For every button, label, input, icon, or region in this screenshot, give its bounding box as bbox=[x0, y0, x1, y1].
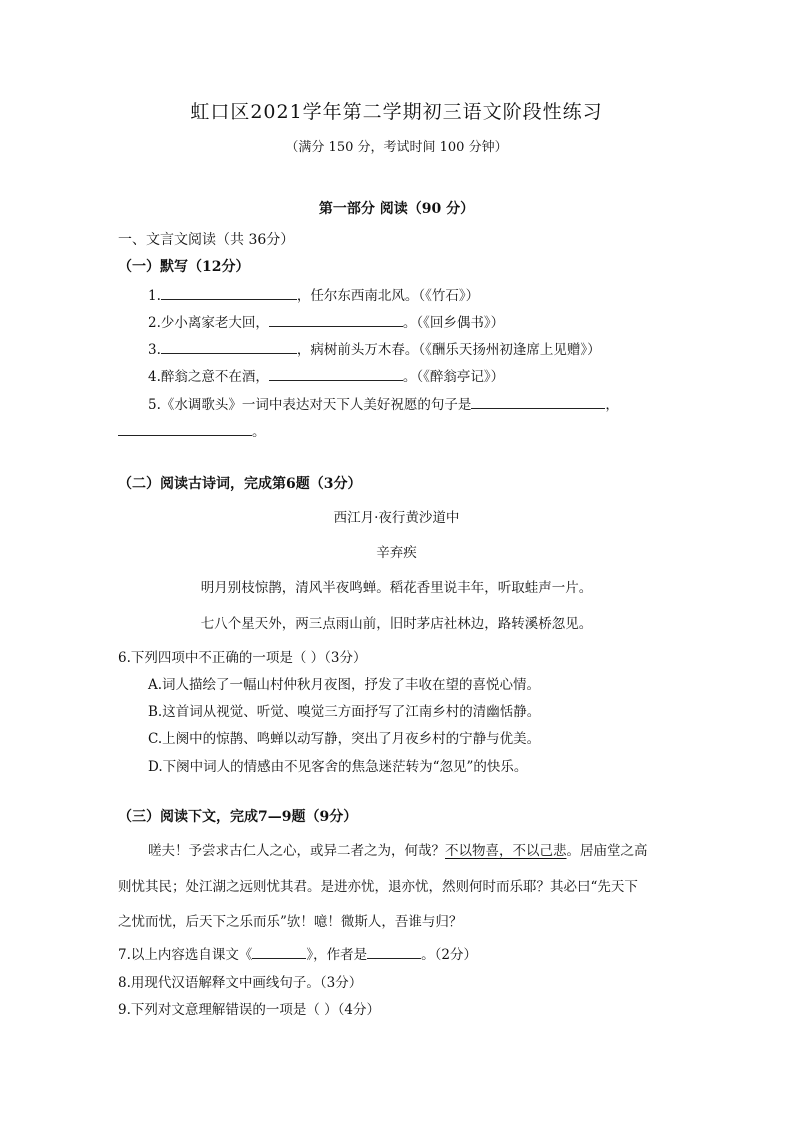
question-7 bbox=[118, 943, 477, 963]
q5-prefix: 5.《水调歌头》一词中表达对天下人美好祝愿的句子是 bbox=[148, 397, 472, 413]
question-4 bbox=[148, 365, 504, 385]
q2-suffix: 。（《回乡偶书》） bbox=[402, 315, 505, 331]
question-5 bbox=[148, 393, 619, 413]
q7-author-blank[interactable] bbox=[367, 944, 421, 959]
option-c: C.上阕中的惊鹊、鸣蝉以动写静，突出了月夜乡村的宁静与优美。 bbox=[148, 731, 541, 747]
page-title: 虹口区2021学年第二学期初三语文阶段性练习 bbox=[190, 101, 603, 123]
q1-number: 1. bbox=[148, 288, 161, 304]
q7-prefix: 7.以上内容选自课文《 bbox=[118, 947, 253, 963]
sub1-heading: （一）默写（12分） bbox=[118, 259, 250, 275]
passage-line-2: 则忧其民；处江湖之远则忧其君。是进亦忧，退亦忧，然则何时而乐耶？其必曰“先天下 bbox=[118, 879, 638, 895]
q7-middle: 》，作者是 bbox=[306, 947, 368, 963]
sub2-heading: （二）阅读古诗词，完成第6题（3分） bbox=[118, 476, 362, 492]
question-5-continued bbox=[118, 420, 266, 440]
q1-text: ，任尔东西南北风。（《竹石》） bbox=[296, 288, 480, 304]
q4-prefix: 4.醉翁之意不在酒， bbox=[148, 369, 269, 385]
poem-author: 辛弃疾 bbox=[376, 545, 417, 561]
q5-answer-blank-2[interactable] bbox=[118, 421, 252, 436]
q3-number: 3. bbox=[148, 342, 161, 358]
q3-text: ，病树前头万木春。（《酬乐天扬州初逢席上见赠》） bbox=[296, 342, 601, 358]
option-b: B.这首词从视觉、听觉、嗅觉三方面抒写了江南乡村的清幽恬静。 bbox=[148, 704, 541, 720]
q4-suffix: 。（《醉翁亭记》） bbox=[402, 369, 505, 385]
q2-prefix: 2.少小离家老大回， bbox=[148, 315, 269, 331]
page-subtitle: （满分 150 分，考试时间 100 分钟） bbox=[285, 140, 508, 155]
poem-line-2: 七八个星天外，两三点雨山前，旧时茅店社林边，路转溪桥忽见。 bbox=[200, 616, 593, 632]
q3-answer-blank[interactable] bbox=[161, 339, 297, 354]
q5-period: 。 bbox=[252, 424, 266, 440]
passage-line-1 bbox=[148, 839, 648, 859]
q7-suffix: 。（2分） bbox=[421, 947, 477, 963]
q1-answer-blank[interactable] bbox=[161, 285, 297, 300]
poem-title: 西江月·夜行黄沙道中 bbox=[333, 510, 460, 526]
q2-answer-blank[interactable] bbox=[269, 312, 403, 327]
part-one-heading: 第一部分 阅读（90 分） bbox=[318, 201, 475, 217]
question-1 bbox=[148, 284, 479, 304]
passage-text-1a: 嗟夫！予尝求古仁人之心，或异二者之为，何哉？ bbox=[148, 843, 445, 859]
question-3 bbox=[148, 338, 601, 358]
passage-line-3: 之忧而忧，后天下之乐而乐”欤！噫！微斯人，吾谁与归？ bbox=[118, 914, 463, 930]
option-a: A.词人描绘了一幅山村仲秋月夜图，抒发了丰收在望的喜悦心情。 bbox=[148, 677, 541, 693]
poem-line-1: 明月别枝惊鹊，清风半夜鸣蝉。稻花香里说丰年，听取蛙声一片。 bbox=[200, 580, 593, 596]
q5-answer-blank-1[interactable] bbox=[471, 394, 605, 409]
question-8: 8.用现代汉语解释文中画线句子。（3分） bbox=[118, 975, 363, 991]
question-9: 9.下列对文意理解错误的一项是（ ）（4分） bbox=[118, 1002, 381, 1018]
q5-comma: ， bbox=[605, 397, 619, 413]
question-6: 6.下列四项中不正确的一项是（ ）（3分） bbox=[118, 650, 367, 666]
section-one-heading: 一、文言文阅读（共 36分） bbox=[118, 232, 295, 248]
underlined-sentence: 不以物喜，不以己悲 bbox=[445, 843, 567, 859]
passage-text-1b: 。居庙堂之高 bbox=[566, 843, 648, 859]
option-d: D.下阕中词人的情感由不见客舍的焦急迷茫转为“忽见”的快乐。 bbox=[148, 759, 528, 775]
sub3-heading: （三）阅读下文，完成7—9题（9分） bbox=[118, 809, 358, 825]
question-2 bbox=[148, 311, 504, 331]
q4-answer-blank[interactable] bbox=[269, 366, 403, 381]
q7-title-blank[interactable] bbox=[252, 944, 306, 959]
